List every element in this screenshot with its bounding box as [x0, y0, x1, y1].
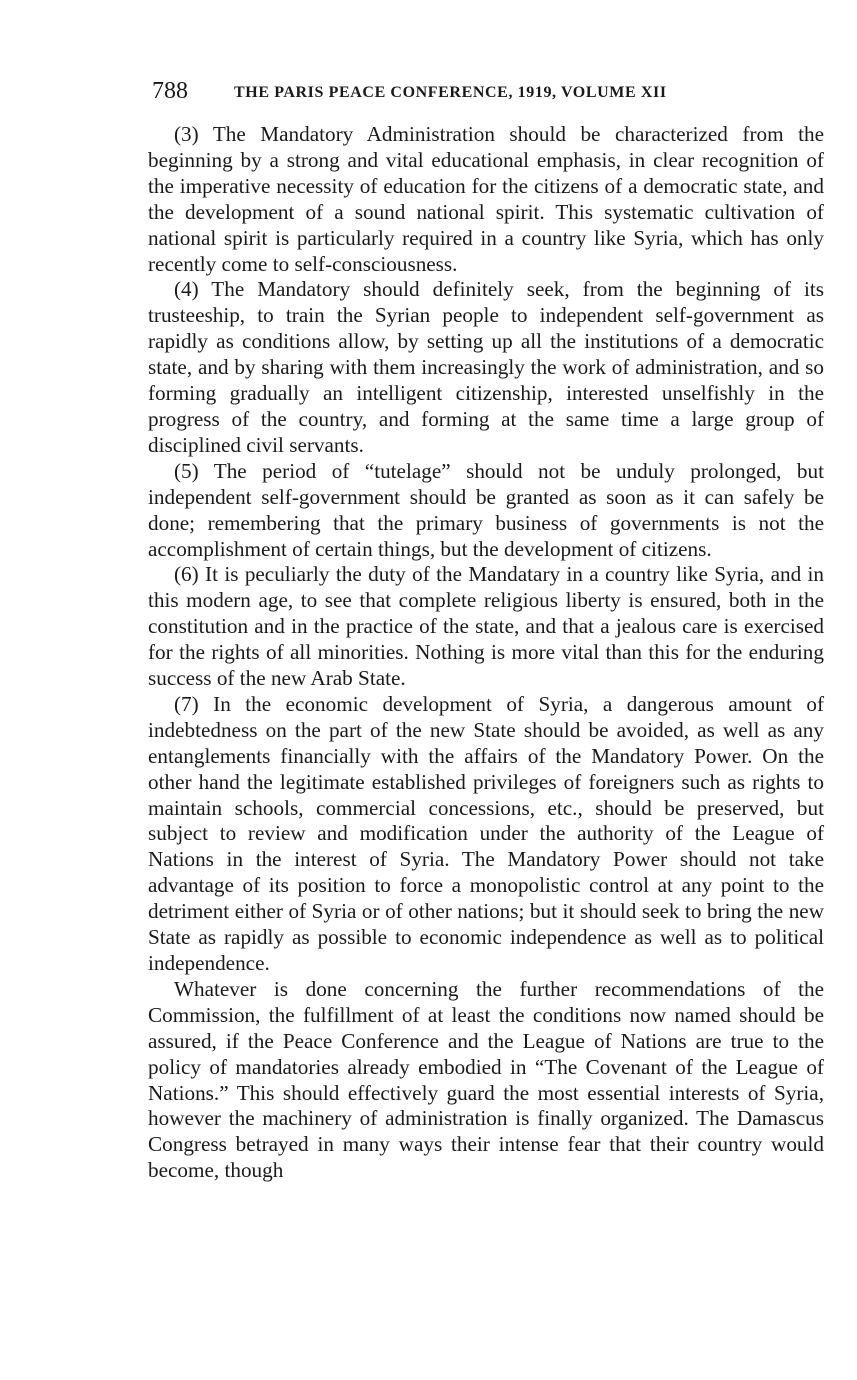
paragraph-conclusion: Whatever is done concerning the further recommendations of the Commission, the fulfillment of at least the conditions now named should be assured, if the Peace Conference and the League of Nations are true to the policy of mandatories already embodied in “The Covenant of the League of Nations.” This should effectively guard the most essential interests of Syria, however the machinery of administration is finally organized. The Damascus Congress betrayed in many ways their intense fear that their country would become, though	[148, 976, 824, 1183]
paragraph-item-3: (3) The Mandatory Administration should be characterized from the beginning by a strong and vital educational emphasis, in clear recognition of the imperative necessity of education for the citizens of a democratic state, and the development of a sound national spirit. This systematic cultivation of national spirit is particularly required in a country like Syria, which has only recently come to self-consciousness.	[148, 122, 824, 276]
body-text	[148, 122, 824, 1184]
running-head	[148, 78, 824, 114]
paragraph-item-4: (4) The Mandatory should definitely seek, from the beginning of its trusteeship, to train the Syrian people to independent self-government as rapidly as conditions allow, by setting up all the institutions of a democratic state, and by sharing with them increasingly the work of administration, and so forming gradually an intelligent citizenship, interested unselfishly in the progress of the country, and forming at the same time a large group of disciplined civil servants.	[148, 277, 824, 457]
page-number: 788	[152, 78, 188, 104]
paragraph-item-7: (7) In the economic development of Syria, a dangerous amount of indebtedness on the part of the new State should be avoided, as well as any entanglements financially with the affairs of the Mandatory Power. On the other hand the legitimate established privileges of foreigners such as rights to maintain schools, commercial concessions, etc., should be preserved, but subject to review and modification under the authority of the League of Nations in the interest of Syria. The Mandatory Power should not take advantage of its position to force a monopolistic control at any point to the detriment either of Syria or of other nations; but it should seek to bring the new State as rapidly as possible to economic independence as well as to political independence.	[148, 691, 824, 975]
paragraph-item-6: (6) It is peculiarly the duty of the Mandatary in a country like Syria, and in this modern age, to see that complete religious liberty is ensured, both in the constitution and in the practice of the state, and that a jealous care is exercised for the rights of all minorities. Nothing is more vital than this for the enduring success of the new Arab State.	[148, 562, 824, 691]
running-title: THE PARIS PEACE CONFERENCE, 1919, VOLUME XII	[234, 84, 667, 101]
document-page	[148, 78, 824, 1184]
paragraph-item-5: (5) The period of “tutelage” should not be unduly prolonged, but independent self-government should be granted as soon as it can safely be done; remembering that the primary business of governments is not the accomplishment of certain things, but the development of citizens.	[148, 458, 824, 561]
